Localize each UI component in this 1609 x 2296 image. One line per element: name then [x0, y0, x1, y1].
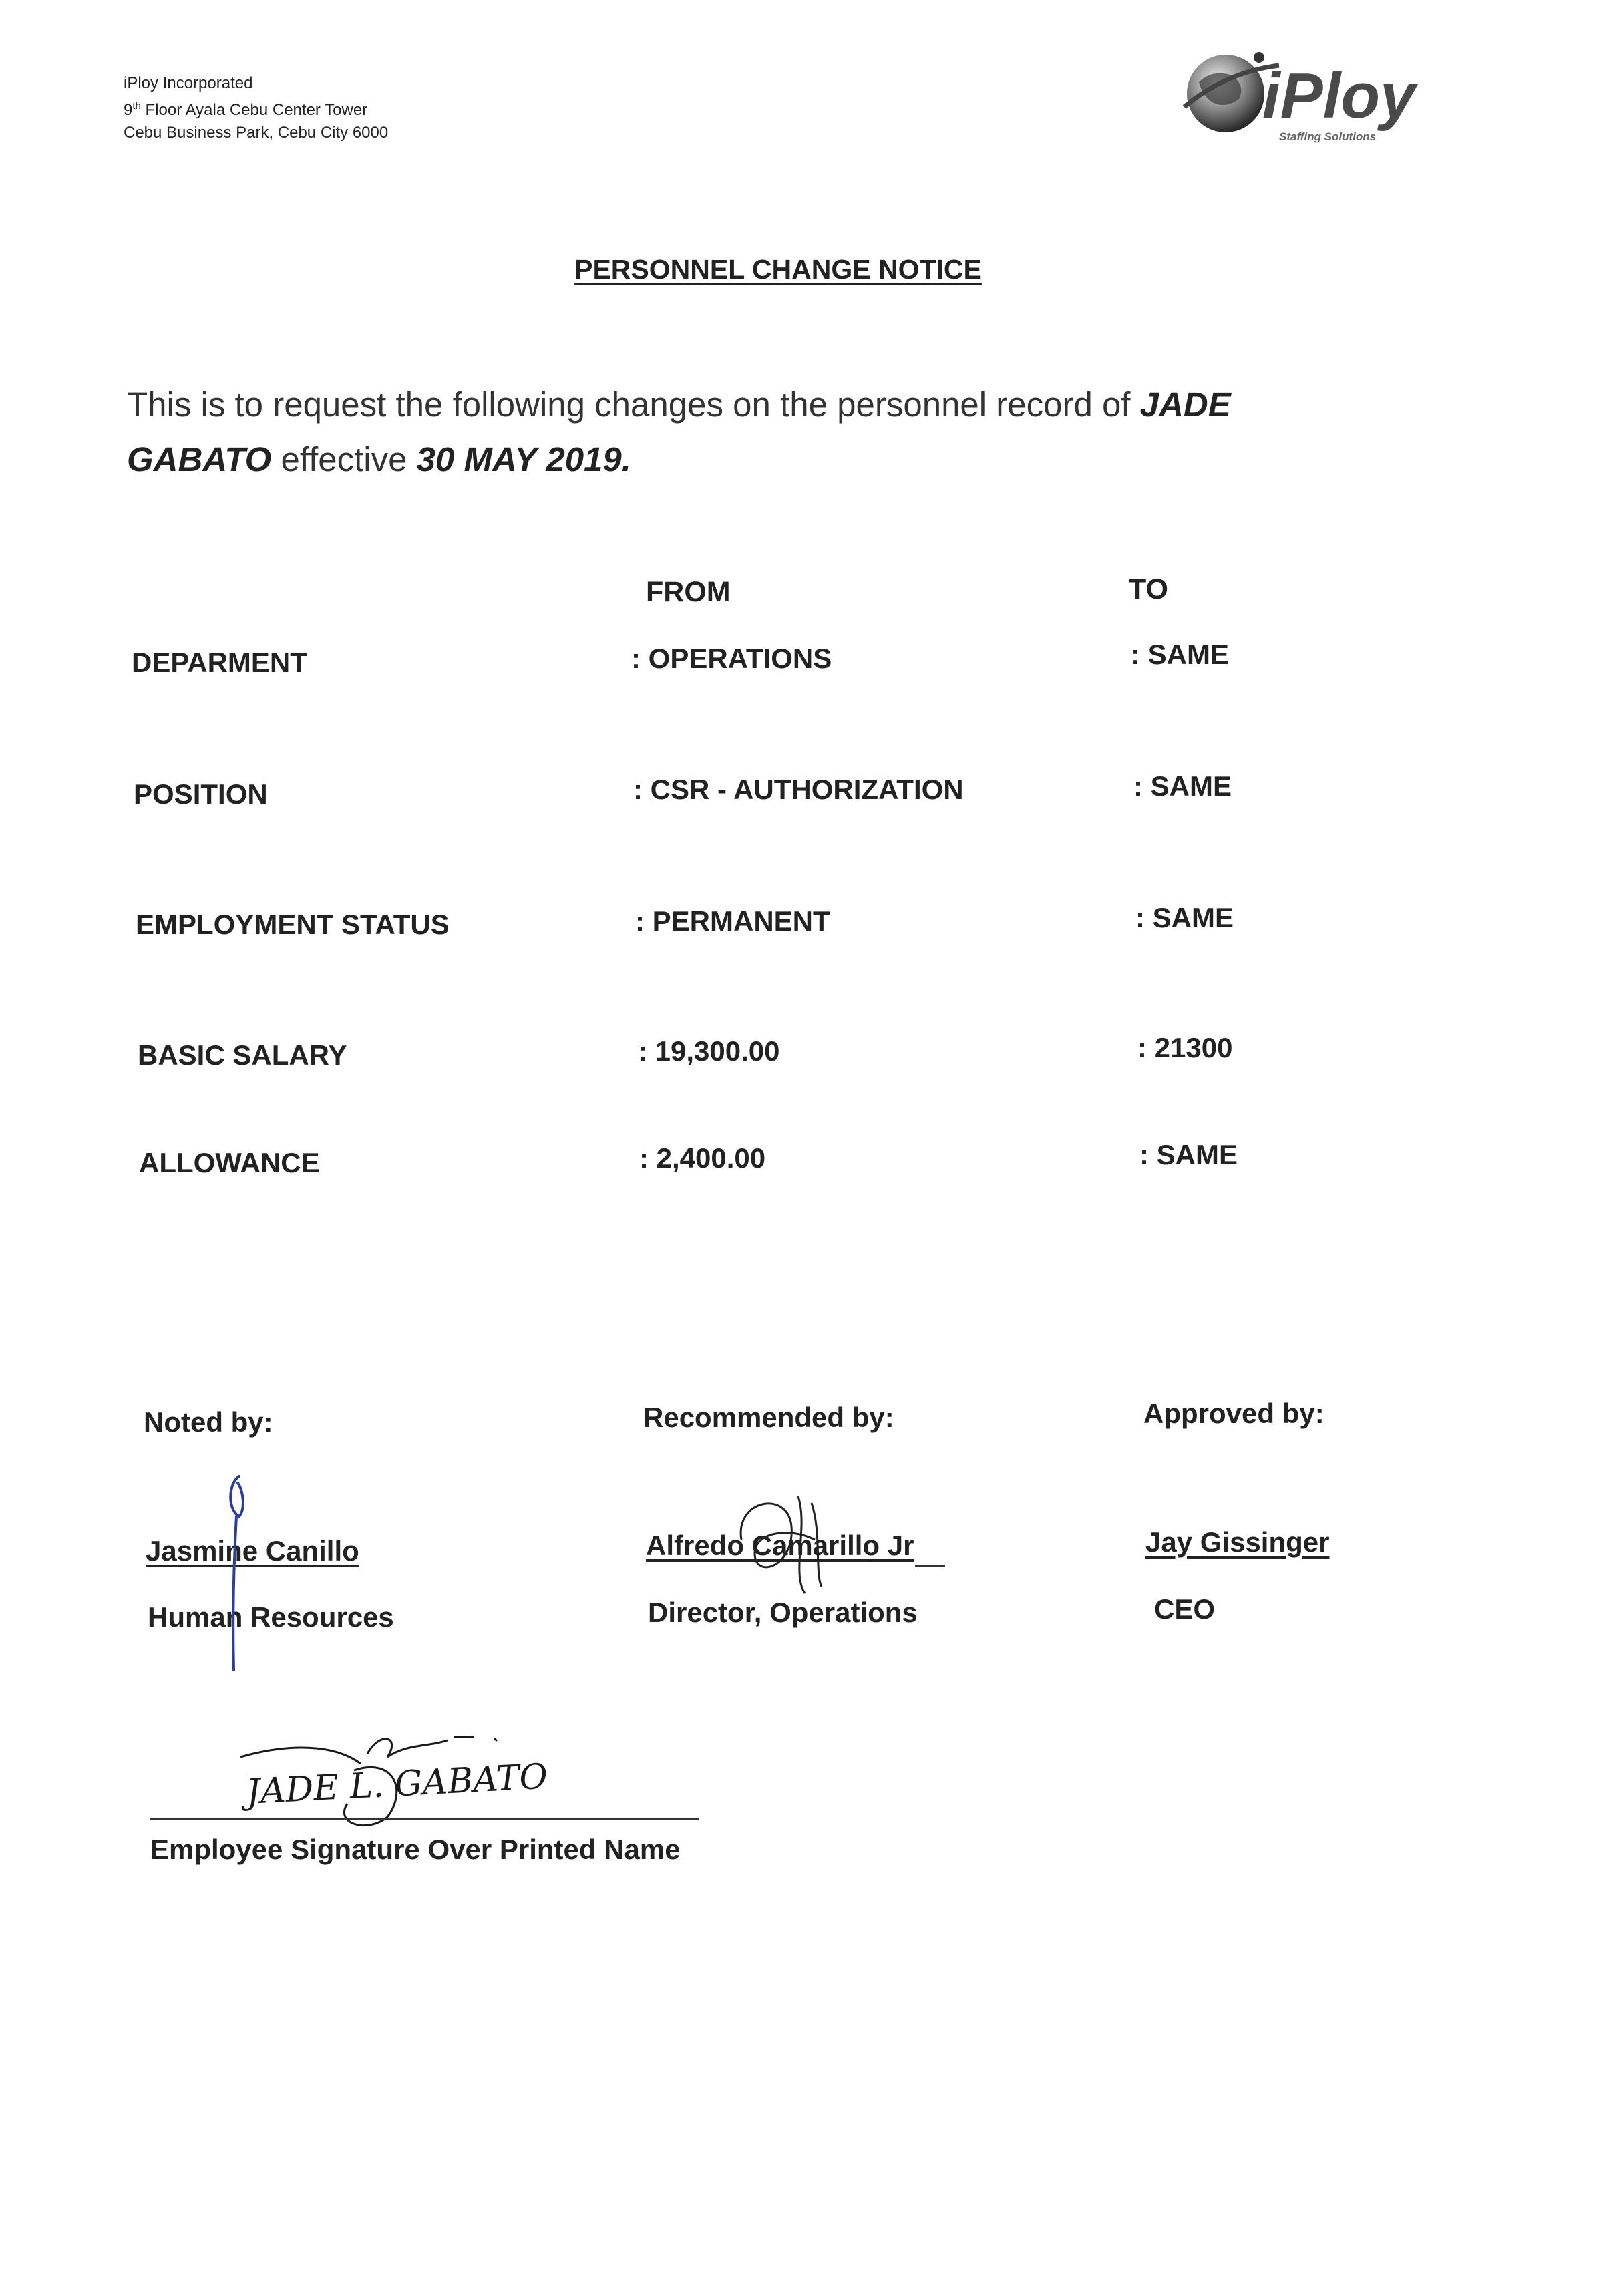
address-line-1: 9th Floor Ayala Cebu Center Tower	[124, 100, 368, 119]
approved-by-heading: Approved by:	[1143, 1398, 1324, 1429]
iploy-logo	[1179, 45, 1446, 146]
employee-signature-line	[150, 1818, 699, 1820]
row-from-position: : CSR - AUTHORIZATION	[633, 774, 964, 805]
row-label-allowance: ALLOWANCE	[139, 1147, 320, 1178]
row-from-allowance: : 2,400.00	[639, 1142, 766, 1174]
row-label-position: POSITION	[134, 778, 268, 810]
recommended-by-underline	[915, 1565, 945, 1567]
company-address	[124, 72, 388, 144]
row-to-employment-status: : SAME	[1135, 902, 1234, 933]
approved-by-name: Jay Gissinger	[1145, 1526, 1330, 1558]
company-name: iPloy Incorporated	[124, 74, 253, 92]
recommended-by-role: Director, Operations	[648, 1597, 918, 1628]
column-header-to: TO	[1129, 573, 1168, 605]
row-label-department: DEPARMENT	[132, 647, 307, 678]
alfredo-signature-ink	[728, 1486, 862, 1600]
row-to-department: : SAME	[1131, 639, 1229, 670]
logo-text: iPloy	[1262, 60, 1416, 132]
column-header-from: FROM	[646, 576, 731, 608]
noted-by-heading: Noted by:	[144, 1406, 273, 1438]
row-from-department: : OPERATIONS	[631, 643, 832, 674]
page-title: PERSONNEL CHANGE NOTICE	[574, 254, 982, 285]
logo-tagline: Staffing Solutions	[1279, 130, 1377, 143]
noted-by-role: Human Resources	[148, 1601, 394, 1633]
employee-name-last: GABATO	[127, 440, 272, 478]
row-label-basic-salary: BASIC SALARY	[138, 1039, 347, 1071]
row-to-allowance: : SAME	[1139, 1139, 1238, 1170]
address-line-2: Cebu Business Park, Cebu City 6000	[124, 124, 389, 142]
recommended-by-heading: Recommended by:	[643, 1402, 894, 1433]
row-label-employment-status: EMPLOYMENT STATUS	[136, 909, 450, 940]
approved-by-role: CEO	[1154, 1593, 1216, 1625]
employee-signature-caption: Employee Signature Over Printed Name	[150, 1834, 681, 1865]
row-from-basic-salary: : 19,300.00	[638, 1035, 780, 1067]
noted-by-name: Jasmine Canillo	[146, 1535, 359, 1567]
row-to-position: : SAME	[1133, 770, 1232, 802]
recommended-by-name: Alfredo Camarillo Jr	[646, 1530, 914, 1561]
employee-name-first: JADE	[1139, 385, 1231, 424]
intro-paragraph: This is to request the following changes on the personnel record of JADE GABATO effective 30 MAY 2019.	[127, 385, 1231, 478]
row-to-basic-salary: : 21300	[1137, 1032, 1233, 1063]
effective-date: 30 MAY 2019.	[416, 440, 631, 478]
jasmine-signature-ink	[214, 1470, 254, 1683]
employee-handwritten-name: JADE L. GABATO	[245, 1756, 549, 1812]
row-from-employment-status: : PERMANENT	[635, 905, 830, 937]
